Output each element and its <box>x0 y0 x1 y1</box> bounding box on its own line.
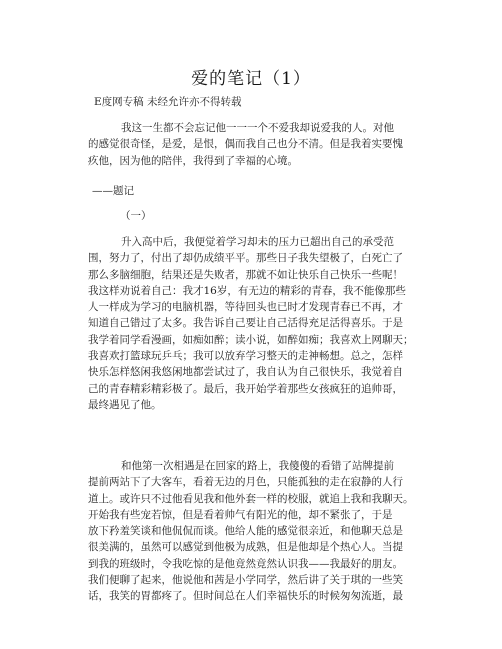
text-line: 我喜欢打篮球玩乒乓；我可以放弃学习整天的走神畅想。总之，怎样 <box>88 350 403 363</box>
text-line: 己的青春精彩精彩极了。最后，我开始学着那些女孩疯狂的追帅哥， <box>88 382 403 395</box>
body-paragraph-1 <box>88 234 418 413</box>
section-label: （一） <box>120 210 152 222</box>
text-line: 提前两站下了大客车，看着无边的月色，只能孤独的走在寂静的人行 <box>88 476 403 489</box>
text-line: 人一样成为学习的电脑机器，等待回头也已时才发现青春已不再，才 <box>88 301 403 314</box>
text-line: 最终遇见了他。 <box>88 398 162 411</box>
text-line: 话，我笑的胃都疼了。但时间总在人们幸福快乐的时候匆匆流逝，最 <box>88 590 403 603</box>
text-line: 放下矜羞笑谈和他侃侃而谈。他给人能的感觉很亲近，和他聊天总是 <box>88 525 403 538</box>
text-line: 开始我有些宠若惊，但是看着帅气有阳光的他，却不紧张了，于是 <box>88 508 393 521</box>
text-line: 那么多脑细胞，结果还是失败者，那就不如让快乐自己快乐一些呢！ <box>88 268 403 281</box>
text-line: 围，努力了，付出了却仍成绩平平。那些日子我失望极了，白死亡了 <box>88 252 403 265</box>
text-line: 我们便聊了起来，他说他和茜是小学同学，然后讲了关于琪的一些笑 <box>88 574 403 587</box>
text-line: 道上。或许只不过他看见我和他外套一样的校服，就追上我和我聊天。 <box>88 492 414 505</box>
document-title: 爱的笔记（1） <box>191 69 311 89</box>
text-line: 知道自己错过了太多。我告诉自己要让自己活得充足活得喜乐。于是 <box>88 317 403 330</box>
document-meta: E度网专稿 未经允许亦不得转载 <box>94 96 242 108</box>
text-line: 我学着同学看漫画，如痴如醉；读小说，如醉如痴；我喜欢上网聊天； <box>88 333 414 346</box>
text-line: 快乐怎样悠闲我悠闲地都尝试过了，我自认为自己很快乐，我觉着自 <box>88 366 403 379</box>
body-paragraph-2 <box>88 458 418 605</box>
note-label: ——题记 <box>92 185 134 197</box>
text-line: 很美满的，虽然可以感觉到他极为成熟，但是他却是个热心人。当提 <box>88 541 403 554</box>
text-line: 的感觉很奇怪，是爱，是恨，偶而我自己也分不清。但是我着实要愧 <box>88 138 403 151</box>
text-line: 我这样劝说着自己：我才16岁，有无边的精彩的青春，我不能像那些 <box>88 284 406 297</box>
intro-paragraph <box>88 120 418 169</box>
text-line: 我这一生都不会忘记他一一一个不爱我却说爱我的人。对他 <box>121 122 394 134</box>
text-line: 和他第一次相遇是在回家的路上，我傻傻的看错了站牌提前 <box>121 460 394 472</box>
text-line: 到我的班级时，令我吃惊的是他竟然竟然认识我——我最好的朋友。 <box>88 557 403 570</box>
text-line: 升入高中后，我便觉着学习却未的压力已超出自己的承受范 <box>121 236 394 248</box>
text-line: 疚他，因为他的陪伴，我得到了幸福的心境。 <box>88 154 298 167</box>
